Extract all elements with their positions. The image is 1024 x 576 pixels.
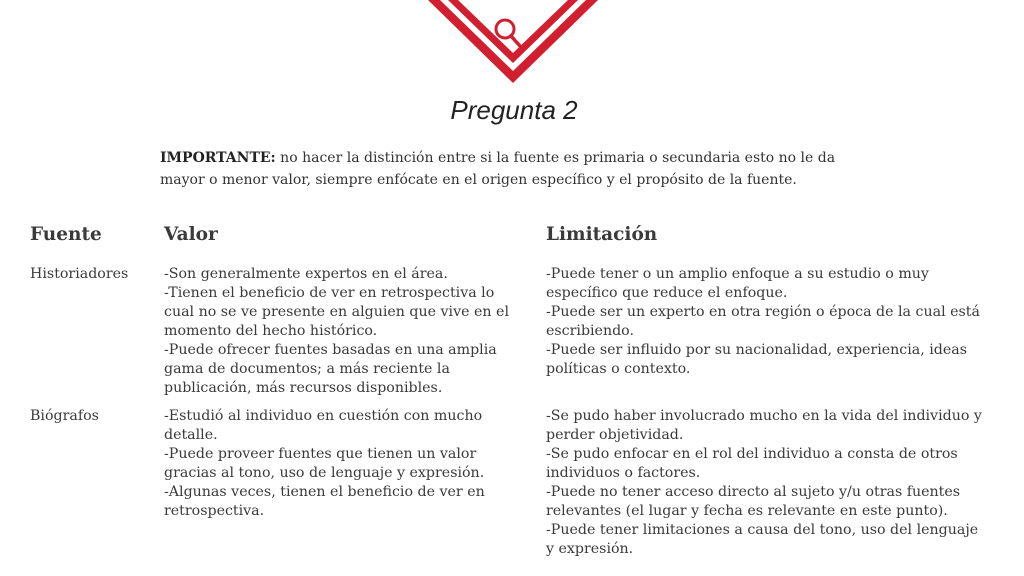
limitacion-line: -Puede tener limitaciones a causa del tono, uso del lenguaje — [546, 522, 979, 538]
table-row-2-fuente: Biógrafos — [30, 408, 99, 424]
valor-line: -Tienen el beneficio de ver en retrospectiva lo — [164, 285, 495, 301]
limitacion-line: políticas o contexto. — [546, 361, 691, 377]
table-row-2-valor — [164, 407, 485, 521]
note-label: IMPORTANTE: — [160, 150, 276, 166]
valor-line: gracias al tono, uso de lenguaje y expresión. — [164, 465, 485, 481]
column-header-fuente: Fuente — [30, 224, 102, 245]
column-header-valor: Valor — [164, 224, 218, 245]
valor-line: -Puede ofrecer fuentes basadas en una amplia — [164, 342, 497, 358]
header-emblem — [0, 0, 1024, 90]
valor-line: publicación, más recursos disponibles. — [164, 380, 443, 396]
limitacion-line: -Puede no tener acceso directo al sujeto y/u otras fuentes — [546, 484, 961, 500]
page-title: Pregunta 2 — [450, 95, 578, 125]
valor-line: momento del hecho histórico. — [164, 323, 378, 339]
limitacion-line: escribiendo. — [546, 323, 634, 339]
limitacion-line: -Puede ser un experto en otra región o época de la cual está — [546, 304, 980, 320]
table-row-1-fuente: Historiadores — [30, 266, 129, 282]
limitacion-line: individuos o factores. — [546, 465, 701, 481]
limitacion-line: -Se pudo enfocar en el rol del individuo a consta de otros — [546, 446, 958, 462]
valor-line: gama de documentos; a más reciente la — [164, 361, 450, 377]
valor-line: retrospectiva. — [164, 503, 265, 519]
limitacion-line: -Se pudo haber involucrado mucho en la vida del individuo y — [546, 408, 982, 424]
table-row-1-limitacion — [546, 265, 980, 379]
note-line-2: mayor o menor valor, siempre enfócate en el origen específico y el propósito de la fuente. — [160, 172, 797, 188]
valor-line: detalle. — [164, 427, 218, 443]
table-row-1-valor — [164, 265, 509, 398]
important-note — [160, 147, 880, 191]
limitacion-line: y expresión. — [546, 541, 634, 557]
limitacion-line: específico que reduce el enfoque. — [546, 285, 788, 301]
limitacion-line: relevantes (el lugar y fecha es relevante en este punto). — [546, 503, 948, 519]
note-line-1: no hacer la distinción entre si la fuente es primaria o secundaria esto no le da — [275, 150, 836, 166]
table-row-2-limitacion — [546, 407, 982, 559]
valor-line: -Estudió al individuo en cuestión con mucho — [164, 408, 483, 424]
valor-line: -Algunas veces, tienen el beneficio de ver en — [164, 484, 485, 500]
limitacion-line: perder objetividad. — [546, 427, 684, 443]
valor-line: -Puede proveer fuentes que tienen un valor — [164, 446, 477, 462]
limitacion-line: -Puede ser influido por su nacionalidad, experiencia, ideas — [546, 342, 967, 358]
valor-line: -Son generalmente expertos en el área. — [164, 266, 448, 282]
column-header-limitacion: Limitación — [546, 224, 658, 245]
limitacion-line: -Puede tener o un amplio enfoque a su estudio o muy — [546, 266, 929, 282]
valor-line: cual no se ve presente en alguien que vive en el — [164, 304, 509, 320]
